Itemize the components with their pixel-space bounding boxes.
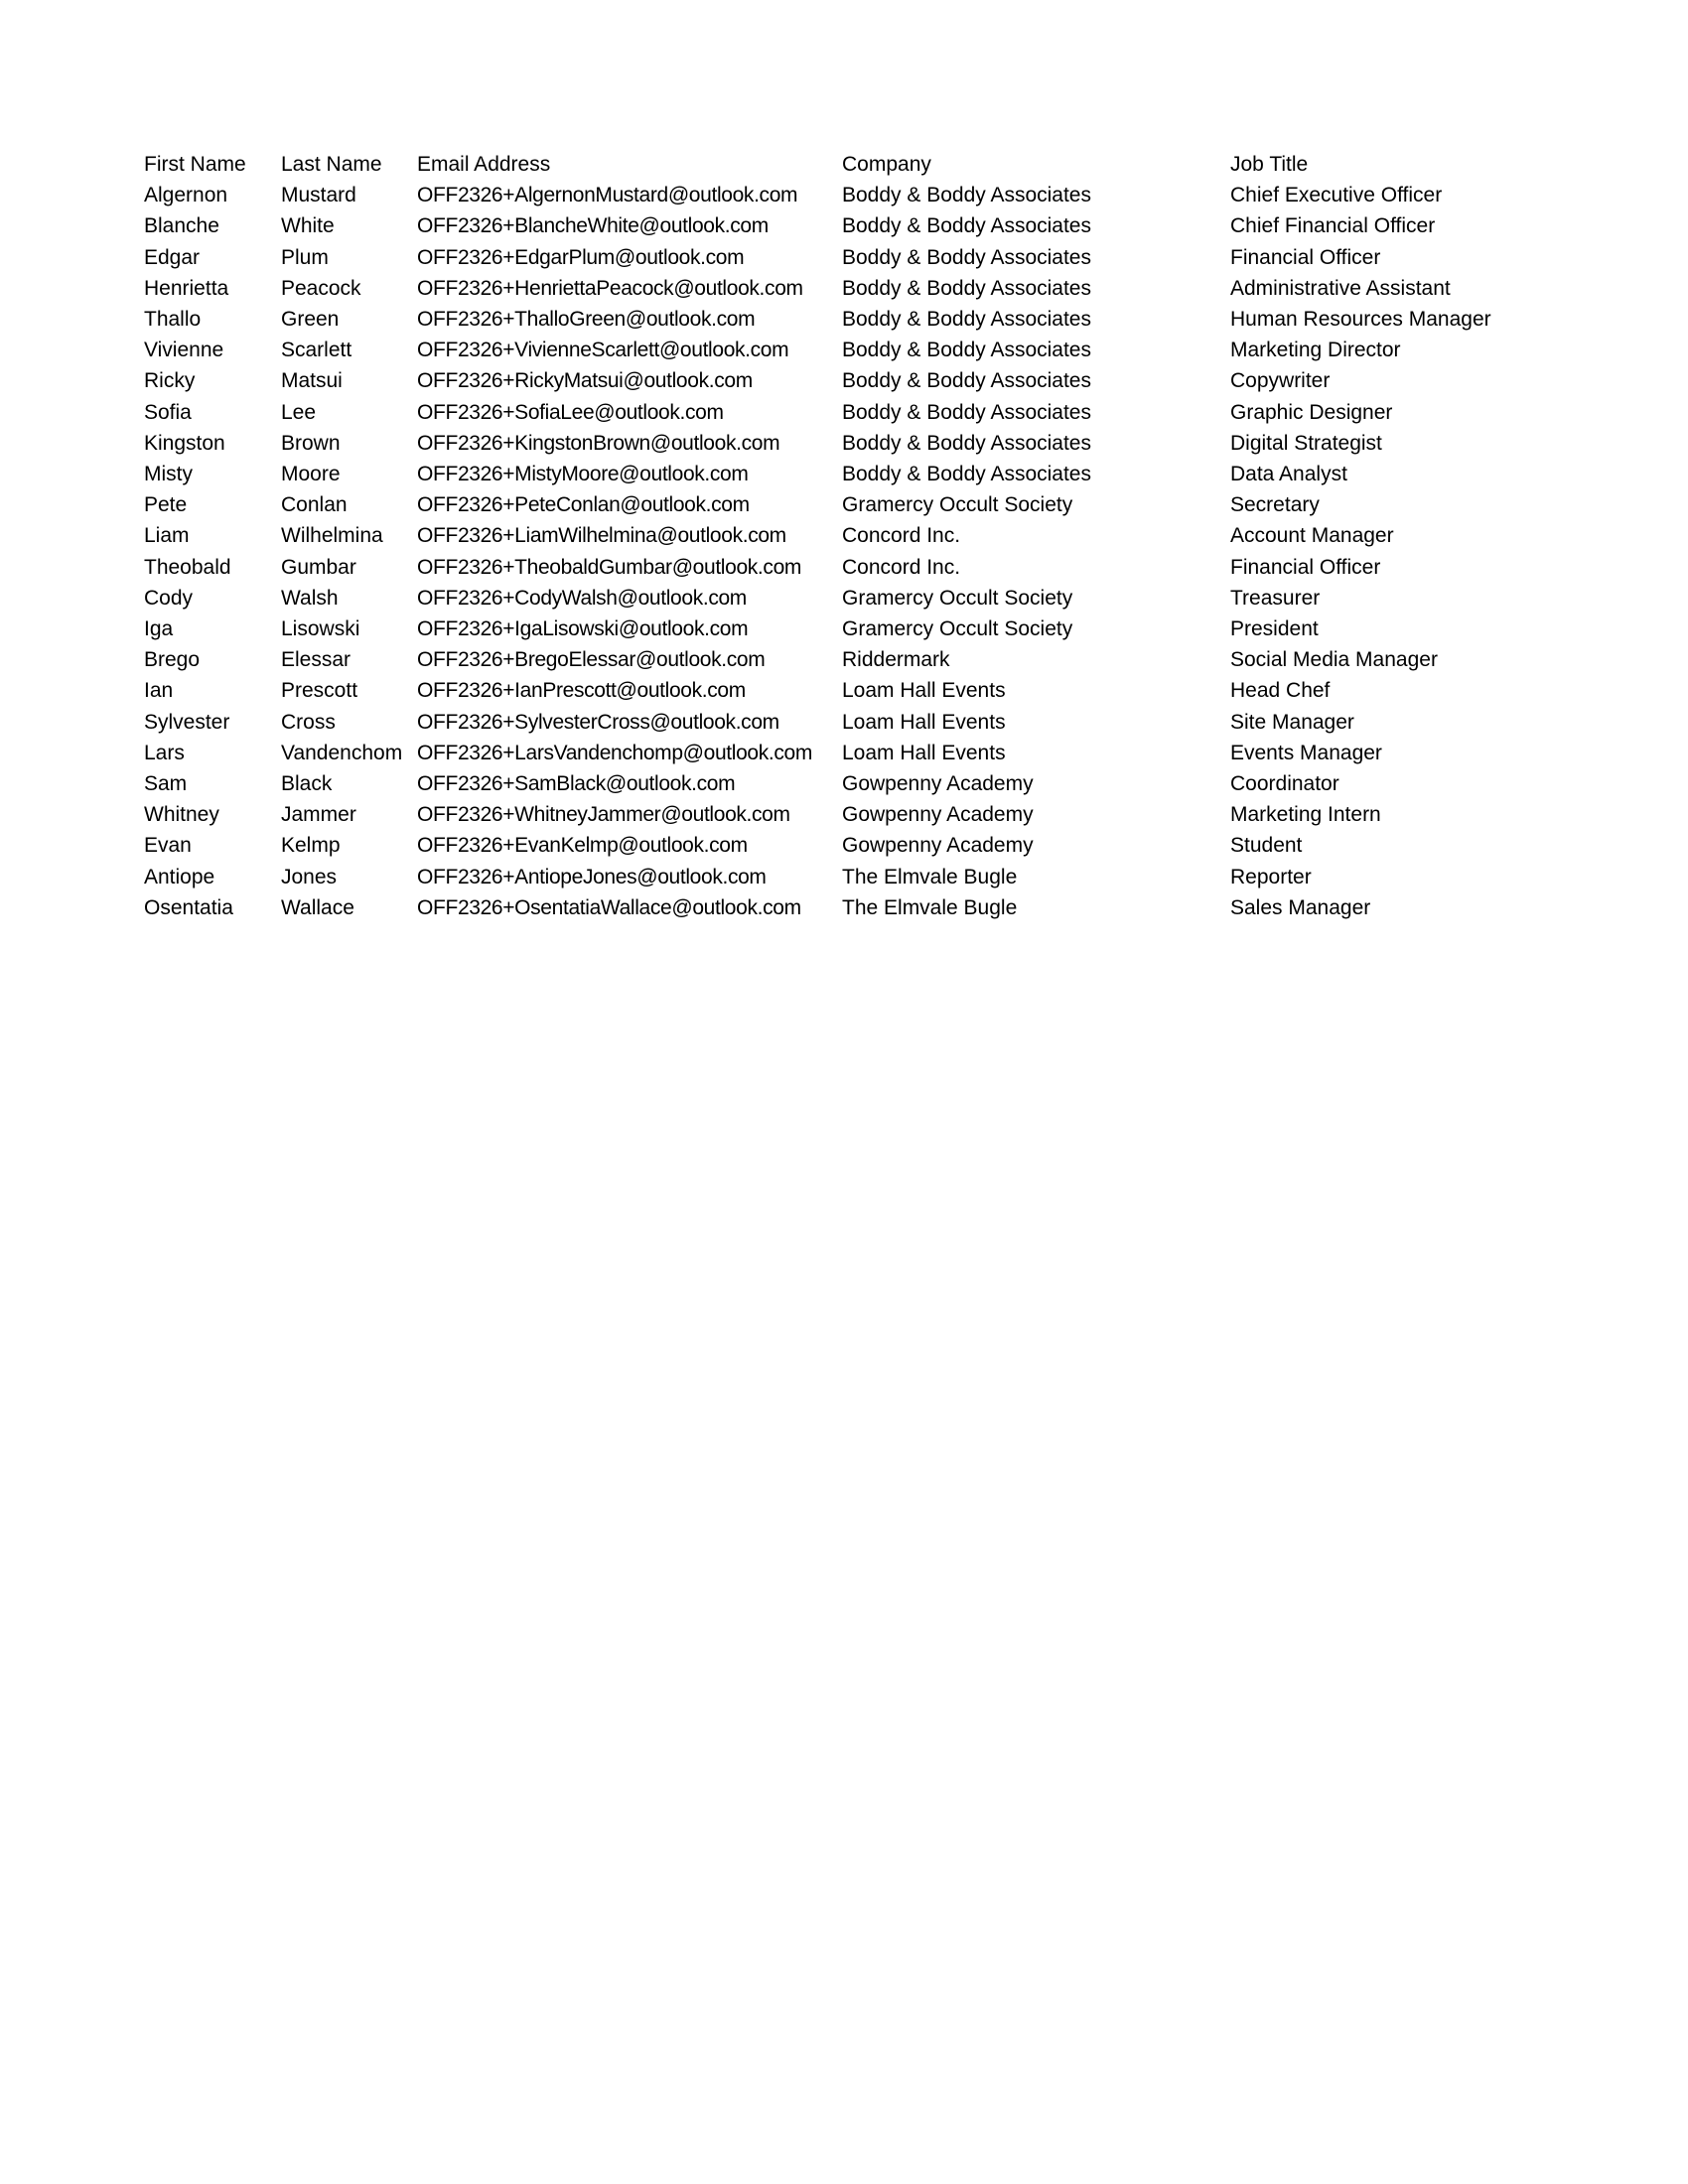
- job-title-cell: Coordinator: [1230, 772, 1339, 796]
- table-row: [144, 830, 1554, 861]
- last-name-cell: Peacock: [281, 276, 361, 300]
- table-row: [144, 304, 1554, 335]
- table-header: [144, 149, 1554, 180]
- company-cell: Riddermark: [842, 648, 950, 672]
- table-row: [144, 459, 1554, 489]
- last-name-cell: Scarlett: [281, 339, 352, 362]
- job-title-cell: Administrative Assistant: [1230, 276, 1451, 300]
- company-cell: Gowpenny Academy: [842, 772, 1034, 796]
- first-name-cell: Vivienne: [144, 339, 224, 362]
- company-cell: Boddy & Boddy Associates: [842, 214, 1091, 238]
- job-title-cell: Reporter: [1230, 865, 1312, 888]
- company-cell: Boddy & Boddy Associates: [842, 339, 1091, 362]
- last-name-cell: Walsh: [281, 586, 339, 610]
- company-cell: The Elmvale Bugle: [842, 895, 1018, 919]
- column-header-company: Company: [842, 153, 931, 176]
- table-row: [144, 210, 1554, 241]
- job-title-cell: President: [1230, 617, 1319, 641]
- email-cell: OFF2326+IgaLisowski@outlook.com: [417, 617, 749, 641]
- header-row: [144, 149, 1554, 180]
- column-header-job-title: Job Title: [1230, 153, 1309, 176]
- table-row: [144, 738, 1554, 768]
- email-cell: OFF2326+VivienneScarlett@outlook.com: [417, 339, 789, 362]
- last-name-cell: Brown: [281, 431, 341, 455]
- last-name-cell: Jones: [281, 865, 338, 888]
- email-cell: OFF2326+TheobaldGumbar@outlook.com: [417, 555, 802, 579]
- email-cell: OFF2326+SamBlack@outlook.com: [417, 772, 736, 796]
- first-name-cell: Henrietta: [144, 276, 229, 300]
- job-title-cell: Social Media Manager: [1230, 648, 1438, 672]
- company-cell: Boddy & Boddy Associates: [842, 400, 1091, 424]
- table-row: [144, 862, 1554, 892]
- job-title-cell: Sales Manager: [1230, 895, 1371, 919]
- job-title-cell: Head Chef: [1230, 679, 1331, 703]
- first-name-cell: Osentatia: [144, 895, 233, 919]
- email-cell: OFF2326+IanPrescott@outlook.com: [417, 679, 746, 703]
- last-name-cell: Elessar: [281, 648, 352, 672]
- last-name-cell: Plum: [281, 245, 329, 269]
- last-name-cell: Mustard: [281, 184, 356, 207]
- first-name-cell: Sylvester: [144, 710, 230, 734]
- job-title-cell: Financial Officer: [1230, 555, 1381, 579]
- job-title-cell: Marketing Intern: [1230, 803, 1381, 827]
- job-title-cell: Chief Financial Officer: [1230, 214, 1436, 238]
- email-cell: OFF2326+AlgernonMustard@outlook.com: [417, 184, 798, 207]
- table-row: [144, 335, 1554, 365]
- last-name-cell: Gumbar: [281, 555, 356, 579]
- first-name-cell: Whitney: [144, 803, 219, 827]
- table-row: [144, 273, 1554, 304]
- company-cell: Boddy & Boddy Associates: [842, 184, 1091, 207]
- first-name-cell: Ricky: [144, 369, 196, 393]
- company-cell: Boddy & Boddy Associates: [842, 369, 1091, 393]
- email-cell: OFF2326+SylvesterCross@outlook.com: [417, 710, 779, 734]
- job-title-cell: Account Manager: [1230, 524, 1394, 548]
- email-cell: OFF2326+BregoElessar@outlook.com: [417, 648, 766, 672]
- job-title-cell: Chief Executive Officer: [1230, 184, 1443, 207]
- last-name-cell: Conlan: [281, 493, 348, 517]
- last-name-cell: Jammer: [281, 803, 356, 827]
- last-name-cell: Prescott: [281, 679, 358, 703]
- email-cell: OFF2326+SofiaLee@outlook.com: [417, 400, 724, 424]
- email-cell: OFF2326+ThalloGreen@outlook.com: [417, 308, 756, 332]
- table-row: [144, 675, 1554, 706]
- company-cell: Gramercy Occult Society: [842, 493, 1073, 517]
- table-row: [144, 552, 1554, 583]
- first-name-cell: Iga: [144, 617, 174, 641]
- column-header-last-name: Last Name: [281, 153, 382, 176]
- job-title-cell: Human Resources Manager: [1230, 308, 1491, 332]
- column-header-first-name: First Name: [144, 153, 246, 176]
- first-name-cell: Lars: [144, 741, 185, 764]
- last-name-cell: Kelmp: [281, 834, 341, 858]
- company-cell: Boddy & Boddy Associates: [842, 308, 1091, 332]
- email-cell: OFF2326+LarsVandenchomp@outlook.com: [417, 741, 812, 764]
- last-name-cell: Moore: [281, 463, 341, 486]
- table-row: [144, 365, 1554, 396]
- first-name-cell: Pete: [144, 493, 188, 517]
- email-cell: OFF2326+LiamWilhelmina@outlook.com: [417, 524, 786, 548]
- first-name-cell: Evan: [144, 834, 192, 858]
- last-name-cell: Wallace: [281, 895, 354, 919]
- first-name-cell: Edgar: [144, 245, 201, 269]
- company-cell: Boddy & Boddy Associates: [842, 463, 1091, 486]
- job-title-cell: Site Manager: [1230, 710, 1354, 734]
- last-name-cell: Vandenchom: [281, 741, 403, 764]
- table-row: [144, 489, 1554, 520]
- email-cell: OFF2326+AntiopeJones@outlook.com: [417, 865, 767, 888]
- company-cell: Concord Inc.: [842, 555, 961, 579]
- job-title-cell: Student: [1230, 834, 1303, 858]
- first-name-cell: Blanche: [144, 214, 219, 238]
- table-row: [144, 242, 1554, 273]
- job-title-cell: Marketing Director: [1230, 339, 1401, 362]
- email-cell: OFF2326+EvanKelmp@outlook.com: [417, 834, 748, 858]
- contact-sheet: [144, 149, 1554, 923]
- table-row: [144, 799, 1554, 830]
- column-header-email-address: Email Address: [417, 153, 551, 176]
- job-title-cell: Financial Officer: [1230, 245, 1381, 269]
- first-name-cell: Sam: [144, 772, 188, 796]
- email-cell: OFF2326+KingstonBrown@outlook.com: [417, 431, 780, 455]
- first-name-cell: Brego: [144, 648, 201, 672]
- first-name-cell: Liam: [144, 524, 190, 548]
- job-title-cell: Treasurer: [1230, 586, 1321, 610]
- table-row: [144, 644, 1554, 675]
- table-row: [144, 707, 1554, 738]
- last-name-cell: Cross: [281, 710, 336, 734]
- last-name-cell: Lee: [281, 400, 317, 424]
- table-row: [144, 892, 1554, 923]
- email-cell: OFF2326+WhitneyJammer@outlook.com: [417, 803, 790, 827]
- job-title-cell: Copywriter: [1230, 369, 1331, 393]
- table-row: [144, 583, 1554, 614]
- first-name-cell: Theobald: [144, 555, 231, 579]
- last-name-cell: Matsui: [281, 369, 343, 393]
- table-body: [144, 180, 1554, 923]
- last-name-cell: White: [281, 214, 335, 238]
- first-name-cell: Thallo: [144, 308, 202, 332]
- contacts-table: [144, 149, 1554, 923]
- table-row: [144, 768, 1554, 799]
- company-cell: Loam Hall Events: [842, 741, 1006, 764]
- first-name-cell: Kingston: [144, 431, 225, 455]
- table-row: [144, 428, 1554, 459]
- first-name-cell: Sofia: [144, 400, 192, 424]
- email-cell: OFF2326+CodyWalsh@outlook.com: [417, 586, 747, 610]
- job-title-cell: Graphic Designer: [1230, 400, 1393, 424]
- email-cell: OFF2326+OsentatiaWallace@outlook.com: [417, 895, 801, 919]
- first-name-cell: Algernon: [144, 184, 228, 207]
- company-cell: Gowpenny Academy: [842, 803, 1034, 827]
- company-cell: Boddy & Boddy Associates: [842, 245, 1091, 269]
- company-cell: The Elmvale Bugle: [842, 865, 1018, 888]
- job-title-cell: Digital Strategist: [1230, 431, 1382, 455]
- company-cell: Gramercy Occult Society: [842, 617, 1073, 641]
- company-cell: Loam Hall Events: [842, 679, 1006, 703]
- email-cell: OFF2326+HenriettaPeacock@outlook.com: [417, 276, 803, 300]
- first-name-cell: Ian: [144, 679, 174, 703]
- company-cell: Gowpenny Academy: [842, 834, 1034, 858]
- table-row: [144, 520, 1554, 551]
- first-name-cell: Misty: [144, 463, 193, 486]
- email-cell: OFF2326+EdgarPlum@outlook.com: [417, 245, 745, 269]
- job-title-cell: Events Manager: [1230, 741, 1382, 764]
- company-cell: Boddy & Boddy Associates: [842, 431, 1091, 455]
- first-name-cell: Cody: [144, 586, 194, 610]
- company-cell: Concord Inc.: [842, 524, 961, 548]
- email-cell: OFF2326+PeteConlan@outlook.com: [417, 493, 750, 517]
- table-row: [144, 180, 1554, 210]
- last-name-cell: Green: [281, 308, 340, 332]
- first-name-cell: Antiope: [144, 865, 215, 888]
- email-cell: OFF2326+BlancheWhite@outlook.com: [417, 214, 769, 238]
- job-title-cell: Data Analyst: [1230, 463, 1347, 486]
- company-cell: Gramercy Occult Society: [842, 586, 1073, 610]
- email-cell: OFF2326+RickyMatsui@outlook.com: [417, 369, 753, 393]
- last-name-cell: Black: [281, 772, 333, 796]
- company-cell: Boddy & Boddy Associates: [842, 276, 1091, 300]
- company-cell: Loam Hall Events: [842, 710, 1006, 734]
- last-name-cell: Wilhelmina: [281, 524, 383, 548]
- job-title-cell: Secretary: [1230, 493, 1320, 517]
- table-row: [144, 614, 1554, 644]
- table-row: [144, 397, 1554, 428]
- last-name-cell: Lisowski: [281, 617, 360, 641]
- email-cell: OFF2326+MistyMoore@outlook.com: [417, 463, 749, 486]
